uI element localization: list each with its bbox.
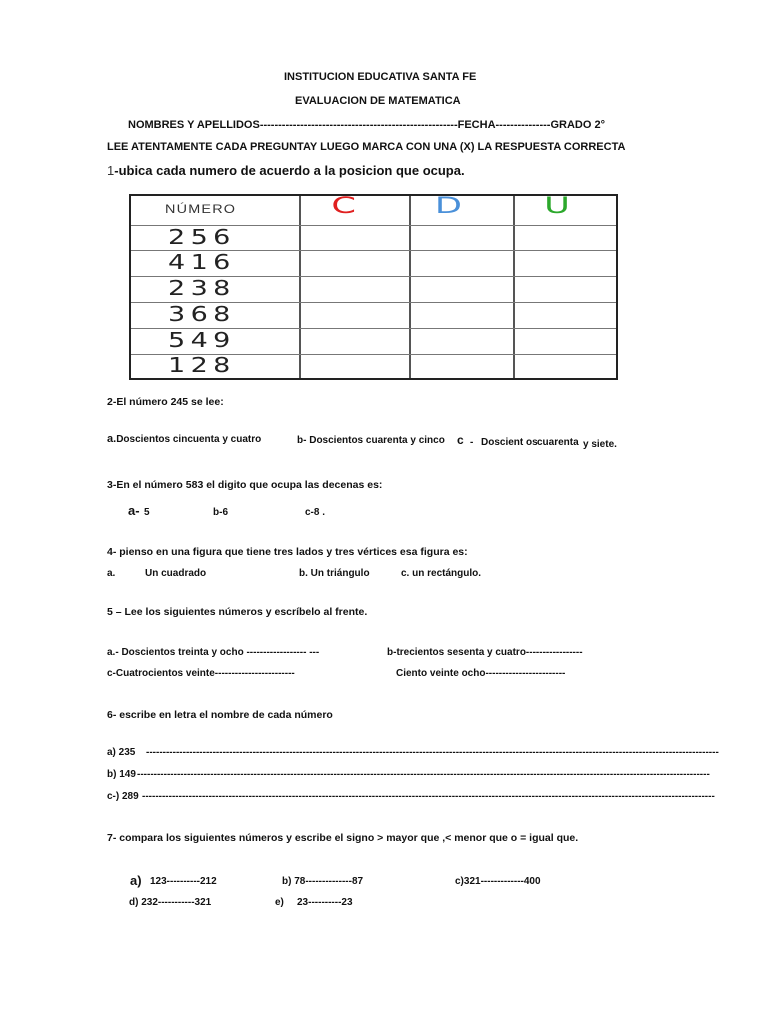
question-2-option-c-part3: y siete. bbox=[583, 439, 617, 450]
question-3: 3-En el número 583 el digito que ocupa las decenas es: bbox=[107, 479, 383, 491]
table-row-number: 238 bbox=[168, 276, 236, 300]
question-7-item-c: c)321-------------400 bbox=[455, 876, 541, 887]
institution-title: INSTITUCION EDUCATIVA SANTA FE bbox=[284, 71, 477, 83]
option-letter: a. bbox=[107, 433, 117, 445]
table-row-number: 368 bbox=[168, 302, 236, 326]
table-row-number: 549 bbox=[168, 328, 236, 352]
question-1-text: -ubica cada numero de acuerdo a la posicion que ocupa. bbox=[114, 163, 465, 178]
question-6-item-c: c-) 289 bbox=[107, 791, 139, 802]
question-2-option-b: b- Doscientos cuarenta y cinco bbox=[297, 435, 445, 446]
question-3-option-a-letter: a- bbox=[128, 503, 140, 518]
question-2-option-a: a.Doscientos cincuenta y cuatro bbox=[107, 433, 262, 445]
question-4: 4- pienso en una figura que tiene tres lados y tres vértices esa figura es: bbox=[107, 546, 468, 558]
table-header-c: C bbox=[331, 194, 356, 219]
question-2: 2-El número 245 se lee: bbox=[107, 396, 224, 408]
table-row-number: 256 bbox=[168, 225, 236, 249]
answer-line[interactable]: ---------------------------------------------------------------------------------------------------------------------------------------------------------------------------- bbox=[146, 747, 719, 758]
question-7-item-a-letter: a) bbox=[130, 873, 142, 888]
question-4-option-c: c. un rectángulo. bbox=[401, 568, 482, 579]
question-2-option-c-part1: Doscient os bbox=[481, 437, 538, 448]
question-6-item-b: b) 149 bbox=[107, 769, 136, 780]
place-value-table bbox=[129, 194, 618, 380]
question-7-item-d: d) 232-----------321 bbox=[129, 897, 212, 908]
table-header-d: D bbox=[434, 194, 463, 219]
table-header-u: U bbox=[544, 194, 570, 219]
answer-line[interactable]: ---------------------------------------------------------------------------------------------------------------------------------------------------------------------------- bbox=[142, 791, 715, 802]
question-7-item-e: 23----------23 bbox=[297, 897, 353, 908]
question-1 bbox=[107, 163, 465, 178]
question-4-option-a: Un cuadrado bbox=[145, 568, 207, 579]
question-5: 5 – Lee los siguientes números y escríbelo al frente. bbox=[107, 606, 368, 618]
question-3-option-a: 5 bbox=[144, 507, 150, 518]
question-2-option-c-dot: - bbox=[470, 437, 474, 448]
question-5-item-c: c-Cuatrocientos veinte------------------------ bbox=[107, 668, 295, 679]
question-3-option-c: c-8 . bbox=[305, 507, 326, 518]
question-7-item-e-letter: e) bbox=[275, 897, 284, 908]
question-4-option-a-letter: a. bbox=[107, 568, 116, 579]
question-2-option-c-part2: cuarenta bbox=[537, 437, 579, 448]
question-5-item-b: b-trecientos sesenta y cuatro----------------- bbox=[387, 647, 583, 658]
question-3-option-b: b-6 bbox=[213, 507, 228, 518]
question-6: 6- escribe en letra el nombre de cada número bbox=[107, 709, 333, 721]
question-2-option-c-letter: c bbox=[457, 433, 464, 447]
question-7: 7- compara los siguientes números y escribe el signo > mayor que ,< menor que o = igual que. bbox=[107, 832, 579, 844]
question-5-item-a: a.- Doscientos treinta y ocho ------------------ --- bbox=[107, 647, 320, 658]
question-4-option-b: b. Un triángulo bbox=[299, 568, 370, 579]
question-7-item-a: 123----------212 bbox=[150, 876, 217, 887]
instructions: LEE ATENTAMENTE CADA PREGUNTAY LUEGO MARCA CON UNA (X) LA RESPUESTA CORRECTA bbox=[107, 141, 626, 153]
table-row-number: 416 bbox=[168, 250, 236, 274]
question-5-item-d: Ciento veinte ocho------------------------ bbox=[396, 668, 566, 679]
subject-title: EVALUACION DE MATEMATICA bbox=[295, 95, 461, 107]
table-header-number: NÚMERO bbox=[165, 202, 237, 216]
question-7-item-b: b) 78--------------87 bbox=[282, 876, 364, 887]
table-row-number: 128 bbox=[168, 353, 236, 377]
names-date-grade-line: NOMBRES Y APELLIDOS------------------------------------------------------FECHA---------------GRADO 2° bbox=[128, 119, 605, 131]
question-1-number: 1 bbox=[107, 163, 115, 178]
answer-line[interactable]: ---------------------------------------------------------------------------------------------------------------------------------------------------------------------------- bbox=[137, 769, 710, 780]
question-6-item-a: a) 235 bbox=[107, 747, 136, 758]
